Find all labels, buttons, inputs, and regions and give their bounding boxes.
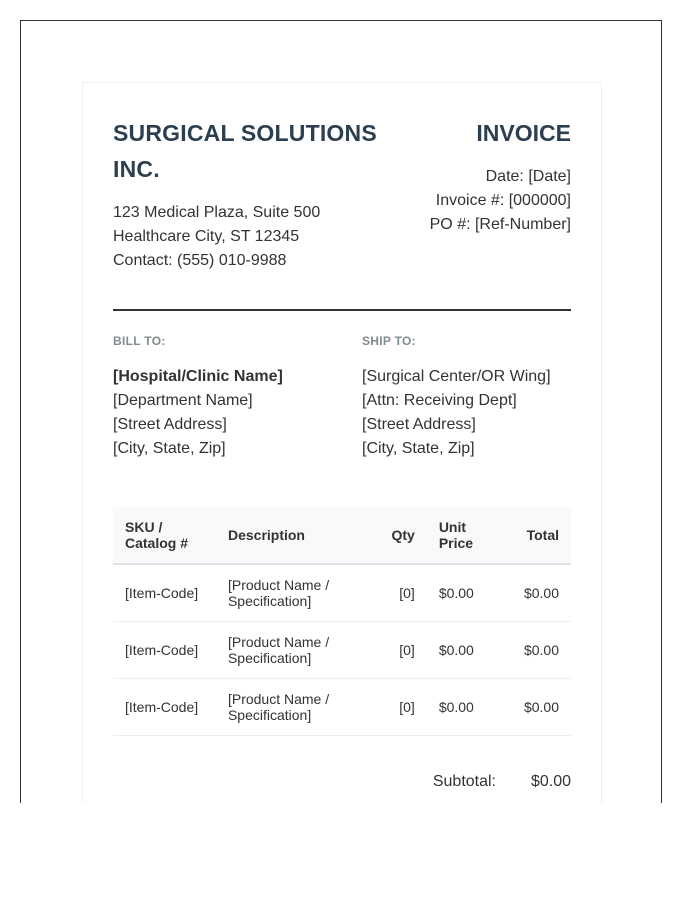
invoice-sheet	[82, 82, 602, 803]
cell-total: $0.00	[501, 564, 571, 622]
ship-to-street: [Street Address]	[362, 416, 476, 433]
line-items-table	[113, 507, 571, 736]
table-header-row	[113, 507, 571, 564]
table-row	[113, 679, 571, 736]
bill-to-department: [Department Name]	[113, 392, 253, 409]
cell-sku: [Item-Code]	[113, 679, 216, 736]
invoice-title: INVOICE	[476, 120, 571, 146]
address-line-1: 123 Medical Plaza, Suite 500	[113, 204, 321, 221]
ship-to-label: SHIP TO:	[362, 334, 416, 348]
invoice-number: Invoice #: [000000]	[435, 192, 571, 209]
invoice-po: PO #: [Ref-Number]	[429, 216, 571, 233]
company-address	[113, 201, 413, 273]
header-unit-price: Unit Price	[427, 507, 501, 564]
document-viewport	[20, 20, 662, 803]
subtotal-label: Subtotal:	[432, 773, 496, 790]
cell-description: [Product Name / Specification]	[216, 622, 379, 679]
bill-to-street: [Street Address]	[113, 416, 227, 433]
header-sku: SKU / Catalog #	[113, 507, 216, 564]
table-header	[113, 507, 571, 564]
cell-qty: [0]	[379, 564, 427, 622]
table-row	[113, 564, 571, 622]
bill-to-name: [Hospital/Clinic Name]	[113, 368, 283, 385]
header-qty: Qty	[379, 507, 427, 564]
cell-description: [Product Name / Specification]	[216, 564, 379, 622]
bill-to-label: BILL TO:	[113, 334, 166, 348]
cell-qty: [0]	[379, 622, 427, 679]
ship-to-attn: [Attn: Receiving Dept]	[362, 392, 517, 409]
table-row	[113, 622, 571, 679]
cell-qty: [0]	[379, 679, 427, 736]
cell-total: $0.00	[501, 622, 571, 679]
bill-to-city: [City, State, Zip]	[113, 440, 226, 457]
ship-to-block	[362, 365, 582, 461]
table-body	[113, 564, 571, 736]
header-total: Total	[501, 507, 571, 564]
invoice-date: Date: [Date]	[485, 168, 571, 185]
header-description: Description	[216, 507, 379, 564]
ship-to-city: [City, State, Zip]	[362, 440, 475, 457]
subtotal-value: $0.00	[530, 773, 571, 790]
cell-total: $0.00	[501, 679, 571, 736]
address-line-2: Healthcare City, ST 12345	[113, 228, 300, 245]
cell-description: [Product Name / Specification]	[216, 679, 379, 736]
cell-unit-price: $0.00	[427, 679, 501, 736]
company-name: SURGICAL SOLUTIONS INC.	[113, 120, 377, 182]
cell-unit-price: $0.00	[427, 622, 501, 679]
invoice-meta	[411, 165, 571, 237]
header-divider	[113, 309, 571, 311]
cell-sku: [Item-Code]	[113, 622, 216, 679]
cell-sku: [Item-Code]	[113, 564, 216, 622]
ship-to-name: [Surgical Center/OR Wing]	[362, 368, 551, 385]
company-contact: Contact: (555) 010-9988	[113, 252, 287, 269]
bill-to-block	[113, 365, 333, 461]
cell-unit-price: $0.00	[427, 564, 501, 622]
